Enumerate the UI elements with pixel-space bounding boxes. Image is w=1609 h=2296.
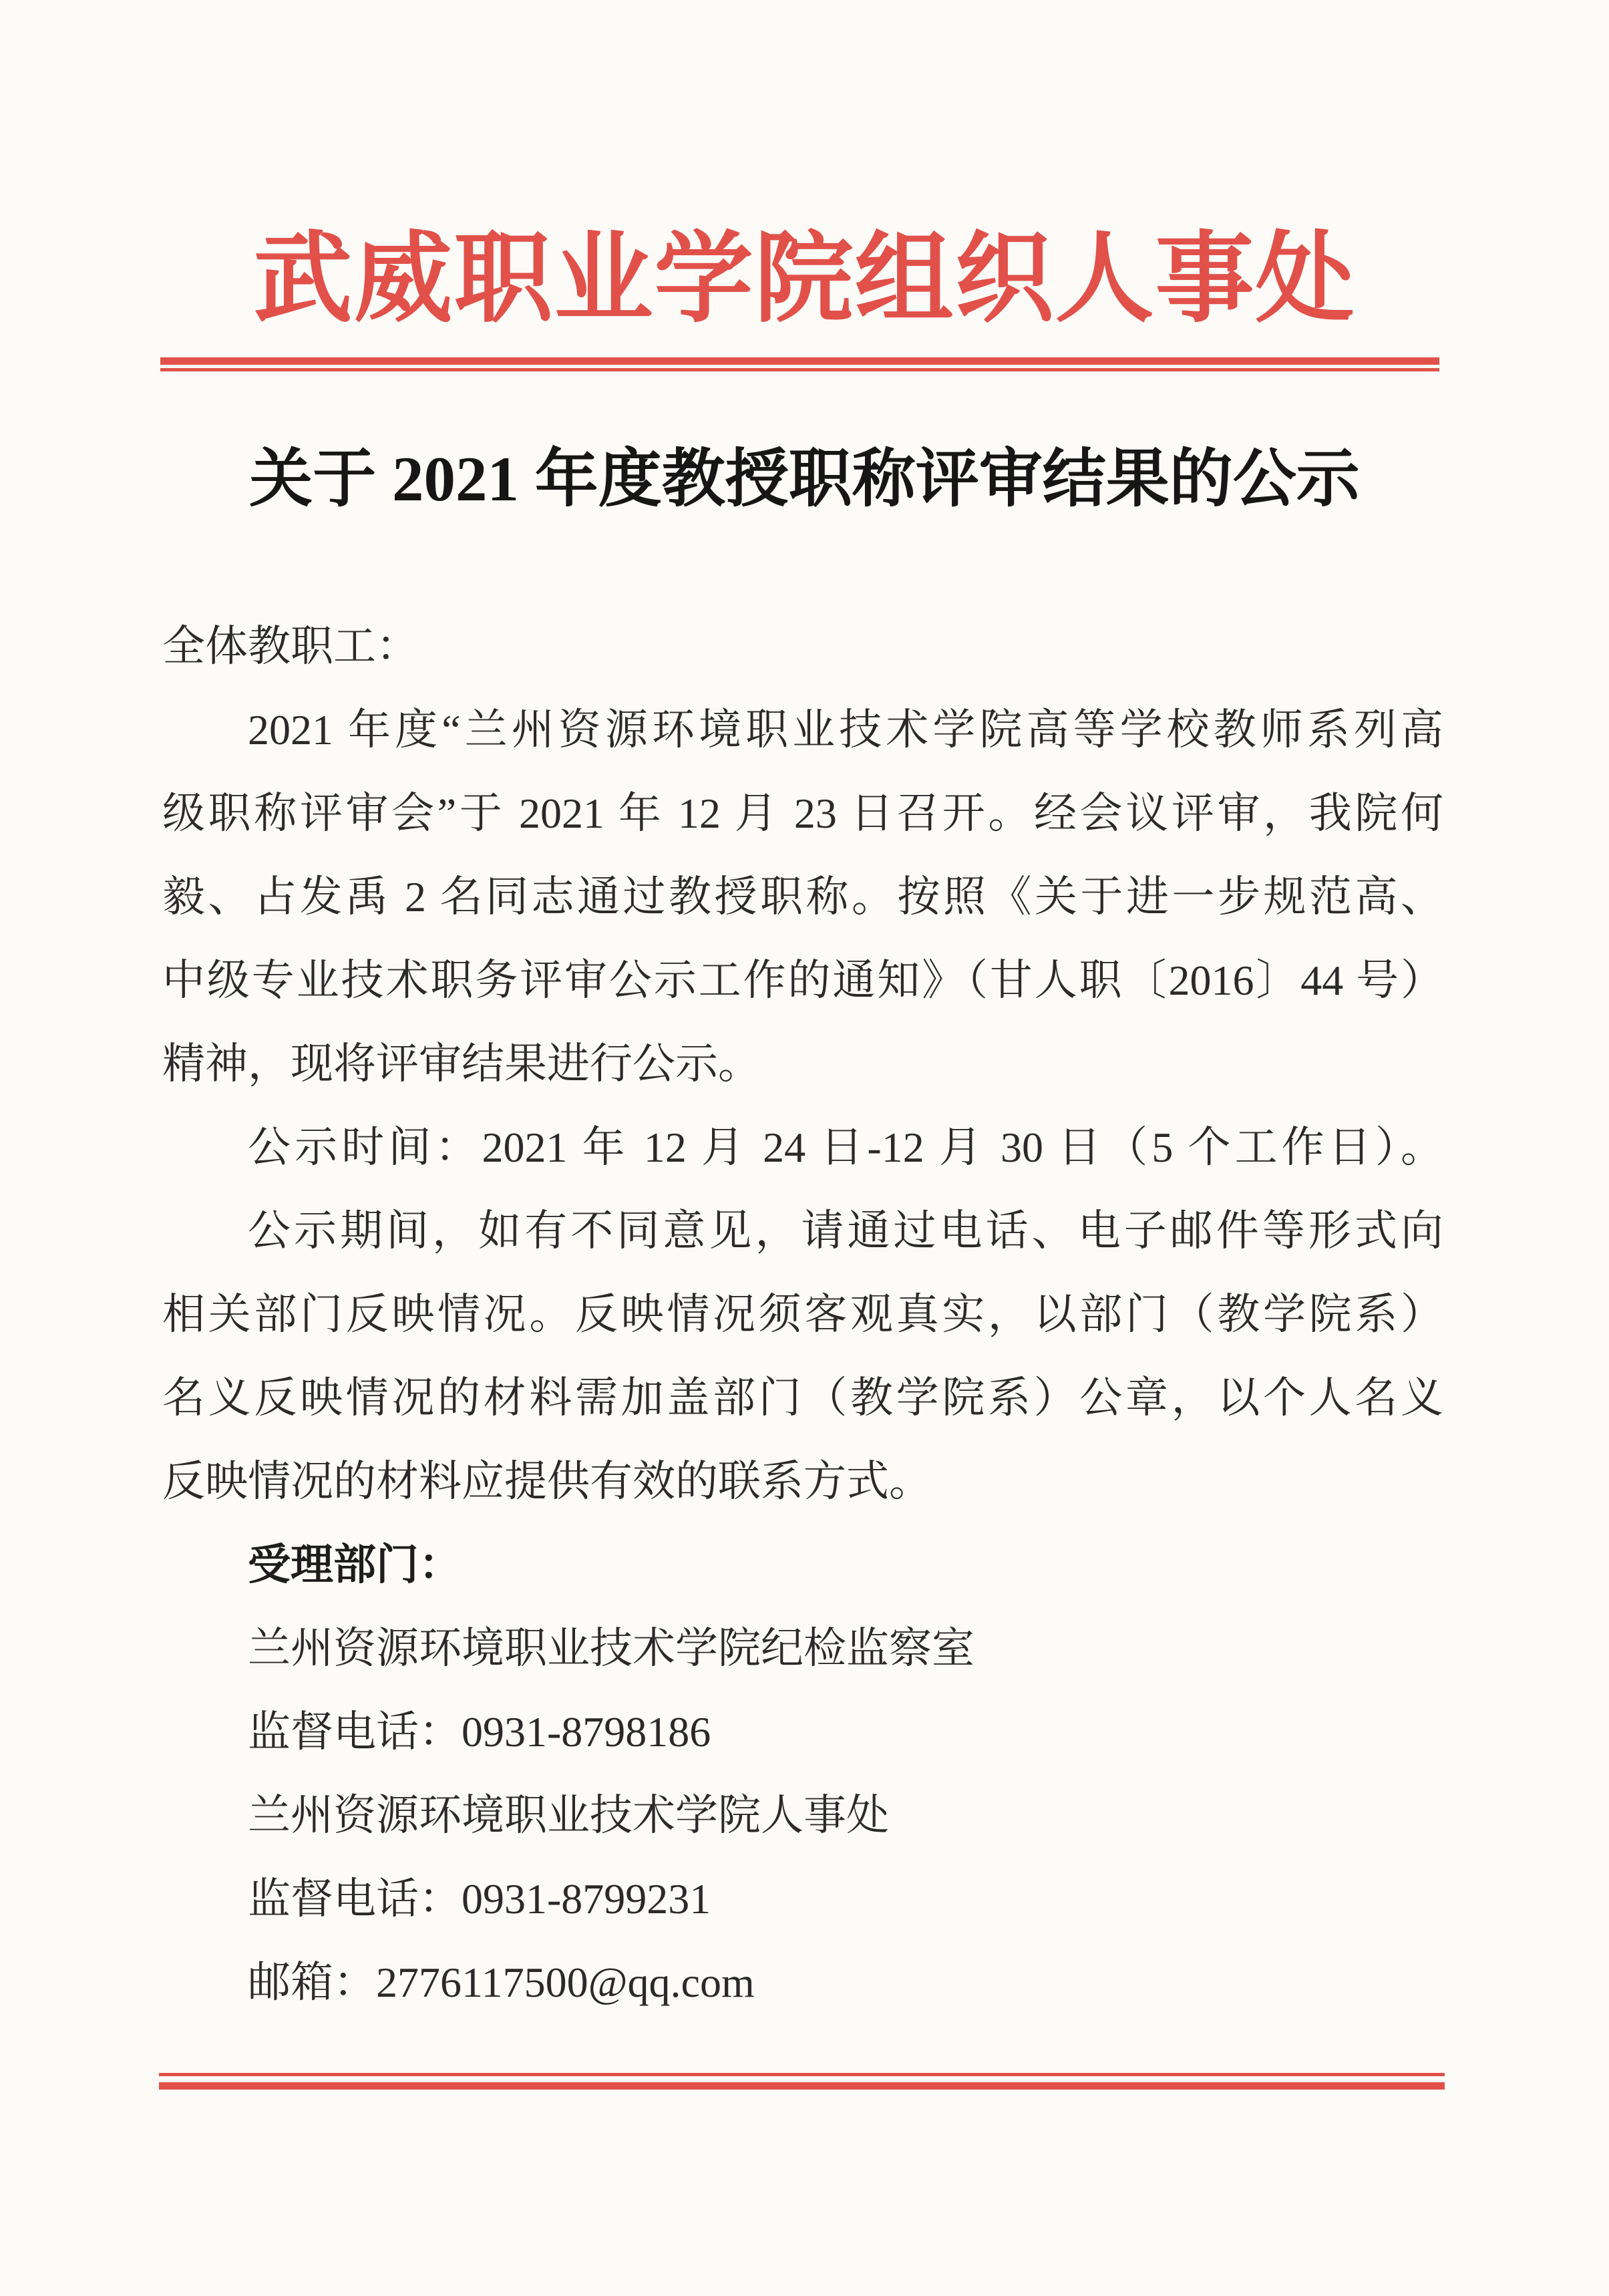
publicity-period-line: 公示时间：2021 年 12 月 24 日-12 月 30 日（5 个工作日）。: [248, 1124, 1443, 1171]
body-line: 毅、占发禹 2 名同志通过教授职称。按照《关于进一步规范高、: [162, 873, 1443, 921]
body-line: 级职称评审会”于 2021 年 12 月 23 日召开。经会议评审，我院何: [162, 790, 1443, 837]
body-line: 精神，现将评审结果进行公示。: [162, 1040, 761, 1088]
accepting-department-label: 受理部门：: [248, 1540, 462, 1589]
footer-divider: [159, 2073, 1445, 2090]
header-divider-thin-line: [160, 368, 1439, 371]
body-line: 相关部门反映情况。反映情况须客观真实，以部门（教学院系）: [162, 1291, 1443, 1338]
header-divider-thick-line: [160, 357, 1439, 365]
footer-divider-thick-line: [159, 2082, 1445, 2090]
email-line: 邮箱：2776117500@qq.com: [248, 1959, 755, 2006]
supervision-phone-line: 监督电话：0931-8798186: [248, 1708, 711, 1756]
document-body: [162, 605, 1443, 2024]
department-name-line: 兰州资源环境职业技术学院人事处: [248, 1792, 889, 1839]
body-line: 2021 年度“兰州资源环境职业技术学院高等学校教师系列高: [248, 706, 1443, 754]
footer-divider-thin-line: [159, 2073, 1445, 2076]
document-title: 关于 2021 年度教授职称评审结果的公示: [249, 444, 1360, 514]
body-line: 名义反映情况的材料需加盖部门（教学院系）公章，以个人名义: [162, 1374, 1443, 1422]
body-line: 公示期间，如有不同意见，请通过电话、电子邮件等形式向: [248, 1207, 1443, 1255]
letterhead-title: 武威职业学院组织人事处: [253, 225, 1356, 335]
supervision-phone-line: 监督电话：0931-8799231: [248, 1875, 711, 1923]
header-divider: [160, 357, 1439, 371]
body-line: 中级专业技术职务评审公示工作的通知》（甘人职〔2016〕44 号）: [162, 957, 1443, 1004]
body-line: 反映情况的材料应提供有效的联系方式。: [162, 1458, 932, 1505]
department-name-line: 兰州资源环境职业技术学院纪检监察室: [248, 1625, 974, 1672]
salutation-line: 全体教职工：: [162, 623, 419, 670]
